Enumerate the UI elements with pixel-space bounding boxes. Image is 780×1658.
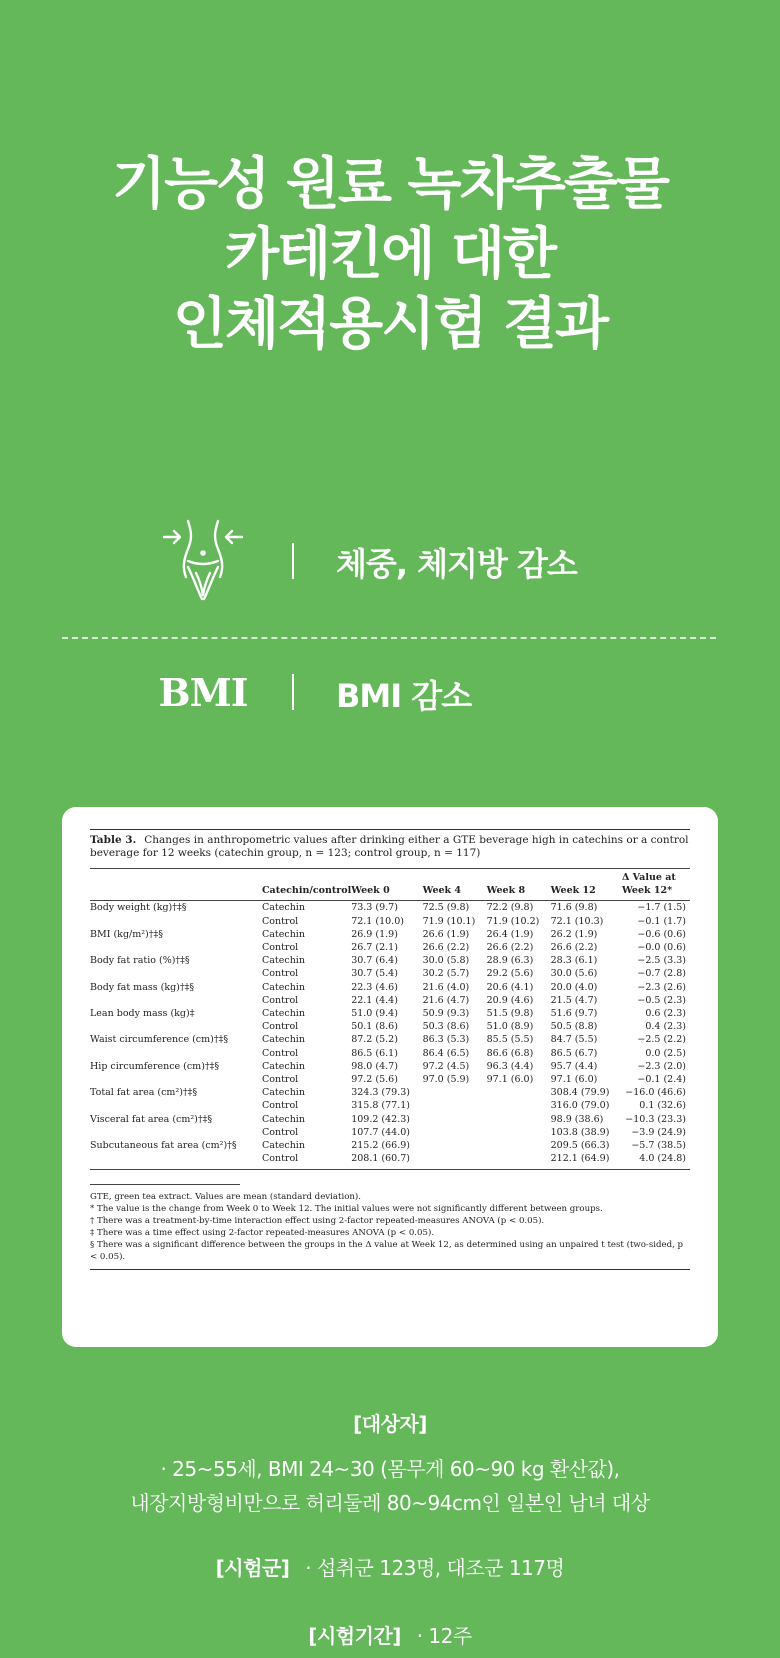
table-note: GTE, green tea extract. Values are mean (standard deviation).	[90, 1192, 361, 1203]
table-cell: 50.9 (9.3)	[422, 1008, 470, 1020]
table-cell: 96.3 (4.4)	[486, 1060, 534, 1072]
table-cell	[423, 1126, 487, 1139]
table-cell: 209.5 (66.3)	[550, 1140, 610, 1152]
table-cell: 26.9 (1.9)	[351, 928, 398, 940]
subjects-line-2: 내장지방형비만으로 허리둘레 80~94cm인 일본인 남녀 대상	[130, 1491, 650, 1515]
table-cell: 86.5 (6.7)	[550, 1047, 598, 1059]
table-cell: −0.5 (2.3)	[637, 994, 686, 1006]
table-cell: −10.3 (23.3)	[625, 1113, 686, 1125]
table-cell: Catechin	[262, 1113, 305, 1125]
table-row	[90, 1060, 690, 1073]
table-cell: 98.9 (38.6)	[550, 1113, 604, 1125]
table-cell: Catechin	[262, 928, 305, 940]
table-cell	[423, 1099, 487, 1112]
table-cell: −1.7 (1.5)	[637, 902, 686, 914]
table-cell	[90, 1047, 250, 1060]
table-cell: −3.9 (24.9)	[631, 1126, 686, 1138]
table-cell: Catechin	[262, 955, 305, 967]
table-cell: 26.6 (1.9)	[422, 928, 470, 940]
table-cell	[90, 967, 250, 980]
table-cell: 21.6 (4.7)	[422, 994, 470, 1006]
table-cell	[423, 1113, 487, 1126]
table-cell: 22.1 (4.4)	[351, 994, 398, 1006]
table-note: § There was a significant difference between the groups in the Δ value at Week 12, as determined using an unpaired t test (two-sided, p < 0.05).	[90, 1239, 690, 1270]
table-cell	[487, 1139, 551, 1152]
table-row	[90, 954, 690, 967]
table-cell: 28.9 (6.3)	[486, 955, 534, 967]
feature-divider	[292, 543, 294, 579]
title-line-2: 카테킨에 대한	[224, 222, 556, 287]
table-cell: 30.0 (5.8)	[422, 955, 470, 967]
table-cell: −0.6 (0.6)	[637, 928, 686, 940]
table-cell: 86.5 (6.1)	[351, 1047, 398, 1059]
table-note: † There was a treatment-by-time interaction effect using 2-factor repeated-measures ANOVA (p < 0.05).	[90, 1216, 545, 1227]
table-row	[90, 981, 690, 994]
table-cell: 308.4 (79.9)	[550, 1087, 610, 1099]
table-body	[90, 901, 690, 1170]
subjects-label: [대상자]	[353, 1412, 427, 1436]
table-row	[90, 1126, 690, 1139]
table-cell	[487, 1099, 551, 1112]
table-cell: 87.2 (5.2)	[351, 1034, 398, 1046]
table-cell: Catechin	[262, 981, 305, 993]
table-cell: Hip circumference (cm)†‡§	[90, 1060, 220, 1072]
table-cell: 71.9 (10.2)	[486, 915, 540, 927]
table-cell: 26.2 (1.9)	[550, 928, 598, 940]
table-header-cell: Week 12	[551, 869, 622, 901]
table-cell: 30.7 (5.4)	[351, 968, 398, 980]
table-cell: Subcutaneous fat area (cm²)†§	[90, 1140, 237, 1152]
table-row	[90, 1086, 690, 1099]
table-cell: Catechin	[262, 1140, 305, 1152]
table-cell: 72.1 (10.0)	[351, 915, 404, 927]
table-cell: Body weight (kg)†‡§	[90, 902, 187, 914]
table-row	[90, 901, 690, 915]
table-cell: 51.0 (8.9)	[486, 1021, 534, 1033]
table-row	[90, 1152, 690, 1169]
table-cell: 97.0 (5.9)	[422, 1074, 470, 1086]
table-cell: 95.7 (4.4)	[550, 1060, 598, 1072]
table-cell: 72.1 (10.3)	[550, 915, 604, 927]
table-caption-label: Table 3.	[90, 834, 137, 846]
period-text: · 12주	[416, 1624, 472, 1648]
table-row	[90, 1033, 690, 1046]
table-cell: 50.3 (8.6)	[422, 1021, 470, 1033]
table-cell: Catechin	[262, 1008, 305, 1020]
table-cell: 28.3 (6.1)	[550, 955, 598, 967]
table-cell: Control	[262, 994, 299, 1006]
table-cell	[90, 994, 250, 1007]
table-row	[90, 1139, 690, 1152]
table-cell: 0.1 (32.6)	[639, 1100, 686, 1112]
table-cell	[423, 1152, 487, 1169]
title-line-3: 인체적용시험 결과	[172, 292, 608, 357]
table-cell: −2.3 (2.0)	[637, 1060, 686, 1072]
table-row	[90, 941, 690, 954]
table-cell	[90, 1073, 250, 1086]
table-row	[90, 1113, 690, 1126]
table-header-cell	[90, 869, 250, 901]
table-row	[90, 1047, 690, 1060]
table-cell: 0.4 (2.3)	[645, 1021, 686, 1033]
table-cell: 72.5 (9.8)	[422, 902, 470, 914]
table-cell: Control	[262, 1047, 299, 1059]
table-cell: Visceral fat area (cm²)†‡§	[90, 1113, 213, 1125]
table-row	[90, 1073, 690, 1086]
table-cell: 4.0 (24.8)	[639, 1153, 686, 1165]
table-cell	[487, 1152, 551, 1169]
table-cell: Catechin	[262, 1060, 305, 1072]
table-row	[90, 967, 690, 980]
table-cell: Control	[262, 1153, 299, 1165]
table-cell: −2.5 (3.3)	[637, 955, 686, 967]
table-cell	[90, 941, 250, 954]
table-cell: 97.2 (5.6)	[351, 1074, 398, 1086]
table-note: ‡ There was a time effect using 2-factor repeated-measures ANOVA (p < 0.05).	[90, 1228, 435, 1239]
table-cell: Body fat mass (kg)†‡§	[90, 981, 195, 993]
table-cell: Control	[262, 1100, 299, 1112]
table-caption-text: Changes in anthropometric values after drinking either a GTE beverage high in catechins or a control beverage for 12 weeks (catechin group, n = 123; control group, n = 117)	[90, 834, 689, 859]
table-cell	[90, 1126, 250, 1139]
table-cell: 51.5 (9.8)	[486, 1008, 534, 1020]
table-row	[90, 1099, 690, 1112]
table-cell: Control	[262, 942, 299, 954]
groups-text: · 섭취군 123명, 대조군 117명	[305, 1556, 565, 1580]
table-cell: 107.7 (44.0)	[351, 1126, 410, 1138]
feature-bmi	[0, 662, 780, 752]
table-cell: 50.1 (8.6)	[351, 1021, 398, 1033]
table-header-cell: Week 4	[423, 869, 487, 901]
table-cell: 20.0 (4.0)	[550, 981, 598, 993]
table-header-cell: Δ Value at Week 12*	[622, 869, 690, 901]
table-cell: 97.1 (6.0)	[486, 1074, 534, 1086]
table-cell: 21.5 (4.7)	[550, 994, 598, 1006]
table-cell: 50.5 (8.8)	[550, 1021, 598, 1033]
table-cell: 212.1 (64.9)	[550, 1153, 610, 1165]
research-table	[90, 829, 690, 1270]
table-row	[90, 915, 690, 928]
subjects-line-1: · 25~55세, BMI 24~30 (몸무게 60~90 kg 환산값),	[160, 1457, 620, 1481]
table-cell: BMI (kg/m²)†‡§	[90, 928, 163, 940]
table-cell: 71.6 (9.8)	[550, 902, 598, 914]
table-cell: 30.7 (6.4)	[351, 955, 398, 967]
table-cell: Control	[262, 1021, 299, 1033]
table-cell: Control	[262, 968, 299, 980]
table-cell: Body fat ratio (%)†‡§	[90, 955, 190, 967]
page-title	[0, 150, 780, 360]
feature-text: BMI 감소	[336, 677, 472, 715]
period-label: [시험기간]	[308, 1624, 401, 1648]
table-cell: 85.5 (5.5)	[486, 1034, 534, 1046]
table-row	[90, 994, 690, 1007]
table-cell: 20.9 (4.6)	[486, 994, 534, 1006]
table-cell: −0.1 (1.7)	[637, 915, 686, 927]
table-cell	[90, 1020, 250, 1033]
table-cell: 315.8 (77.1)	[351, 1100, 410, 1112]
table-cell: −0.0 (0.6)	[637, 942, 686, 954]
table-cell: 29.2 (5.6)	[486, 968, 534, 980]
table-cell: Waist circumference (cm)†‡§	[90, 1034, 229, 1046]
table-header-cell: Catechin/control	[250, 869, 351, 901]
table-cell: Catechin	[262, 1087, 305, 1099]
table-cell: Control	[262, 1126, 299, 1138]
table-header-row	[90, 869, 690, 901]
table-cell: −2.3 (2.6)	[637, 981, 686, 993]
table-row	[90, 1020, 690, 1033]
table-cell: 22.3 (4.6)	[351, 981, 398, 993]
table-cell: 21.6 (4.0)	[422, 981, 470, 993]
table-notes	[90, 1191, 690, 1270]
table-cell: Catechin	[262, 902, 305, 914]
table-row	[90, 1007, 690, 1020]
table-cell: 84.7 (5.5)	[550, 1034, 598, 1046]
table-cell	[487, 1126, 551, 1139]
table-cell	[90, 1099, 250, 1112]
bmi-logo-text: BMI	[158, 669, 248, 715]
table-cell	[423, 1086, 487, 1099]
table-cell: 97.1 (6.0)	[550, 1074, 598, 1086]
table-cell: 26.6 (2.2)	[422, 942, 470, 954]
table-cell: 324.3 (79.3)	[351, 1087, 410, 1099]
table-cell: 26.6 (2.2)	[550, 942, 598, 954]
table-cell	[487, 1086, 551, 1099]
feature-text: 체중, 체지방 감소	[336, 545, 577, 583]
feature-weight	[0, 515, 780, 605]
table-cell: 98.0 (4.7)	[351, 1060, 398, 1072]
table-cell: 72.2 (9.8)	[486, 902, 534, 914]
table-cell: 0.6 (2.3)	[645, 1008, 686, 1020]
table-header-cell: Week 8	[487, 869, 551, 901]
table-cell: 51.0 (9.4)	[351, 1008, 398, 1020]
table-bottom-rule	[90, 1169, 690, 1170]
table-cell: 86.4 (6.5)	[422, 1047, 470, 1059]
footnote-rule	[90, 1184, 240, 1185]
table-cell: 103.8 (38.9)	[550, 1126, 610, 1138]
table-cell	[90, 915, 250, 928]
table-cell	[423, 1139, 487, 1152]
table-row	[90, 928, 690, 941]
table-cell: 26.7 (2.1)	[351, 942, 398, 954]
table-cell: −0.1 (2.4)	[637, 1074, 686, 1086]
table-cell: 26.6 (2.2)	[486, 942, 534, 954]
table-cell: 20.6 (4.1)	[486, 981, 534, 993]
table-header-cell: Week 0	[351, 869, 422, 901]
table-cell: 316.0 (79.0)	[550, 1100, 610, 1112]
table-cell: 30.0 (5.6)	[550, 968, 598, 980]
table-cell	[487, 1113, 551, 1126]
table-cell	[90, 1152, 250, 1169]
table-cell: −5.7 (38.5)	[631, 1140, 686, 1152]
table-caption	[90, 829, 690, 860]
table-cell: 73.3 (9.7)	[351, 902, 398, 914]
table-cell: 86.3 (5.3)	[422, 1034, 470, 1046]
table-cell: −2.5 (2.2)	[637, 1034, 686, 1046]
table-note: * The value is the change from Week 0 to Week 12. The initial values were not significantly different between groups.	[90, 1204, 603, 1215]
table-cell: 30.2 (5.7)	[422, 968, 470, 980]
table-cell: Control	[262, 1074, 299, 1086]
dashed-divider	[62, 637, 716, 639]
groups-label: [시험군]	[215, 1556, 290, 1580]
title-line-1: 기능성 원료 녹차추출물	[112, 152, 668, 217]
data-table	[90, 868, 690, 1169]
table-cell: 26.4 (1.9)	[486, 928, 534, 940]
table-cell: 109.2 (42.3)	[351, 1113, 410, 1125]
table-cell: 71.9 (10.1)	[422, 915, 476, 927]
table-cell: 0.0 (2.5)	[645, 1047, 686, 1059]
groups-line	[0, 1552, 780, 1581]
table-card	[62, 807, 718, 1347]
table-cell: −0.7 (2.8)	[637, 968, 686, 980]
table-cell: 97.2 (4.5)	[422, 1060, 470, 1072]
table-cell: Catechin	[262, 1034, 305, 1046]
feature-divider	[292, 674, 294, 710]
bmi-logo	[148, 662, 258, 722]
period-line	[0, 1620, 780, 1649]
table-cell: −16.0 (46.6)	[625, 1087, 686, 1099]
table-cell: 51.6 (9.7)	[550, 1008, 598, 1020]
table-cell: Control	[262, 915, 299, 927]
table-cell: 215.2 (66.9)	[351, 1140, 410, 1152]
table-cell: 208.1 (60.7)	[351, 1153, 410, 1165]
waist-icon	[148, 515, 258, 605]
table-cell: Total fat area (cm²)†‡§	[90, 1087, 198, 1099]
table-cell: Lean body mass (kg)‡	[90, 1008, 195, 1020]
table-cell: 86.6 (6.8)	[486, 1047, 534, 1059]
